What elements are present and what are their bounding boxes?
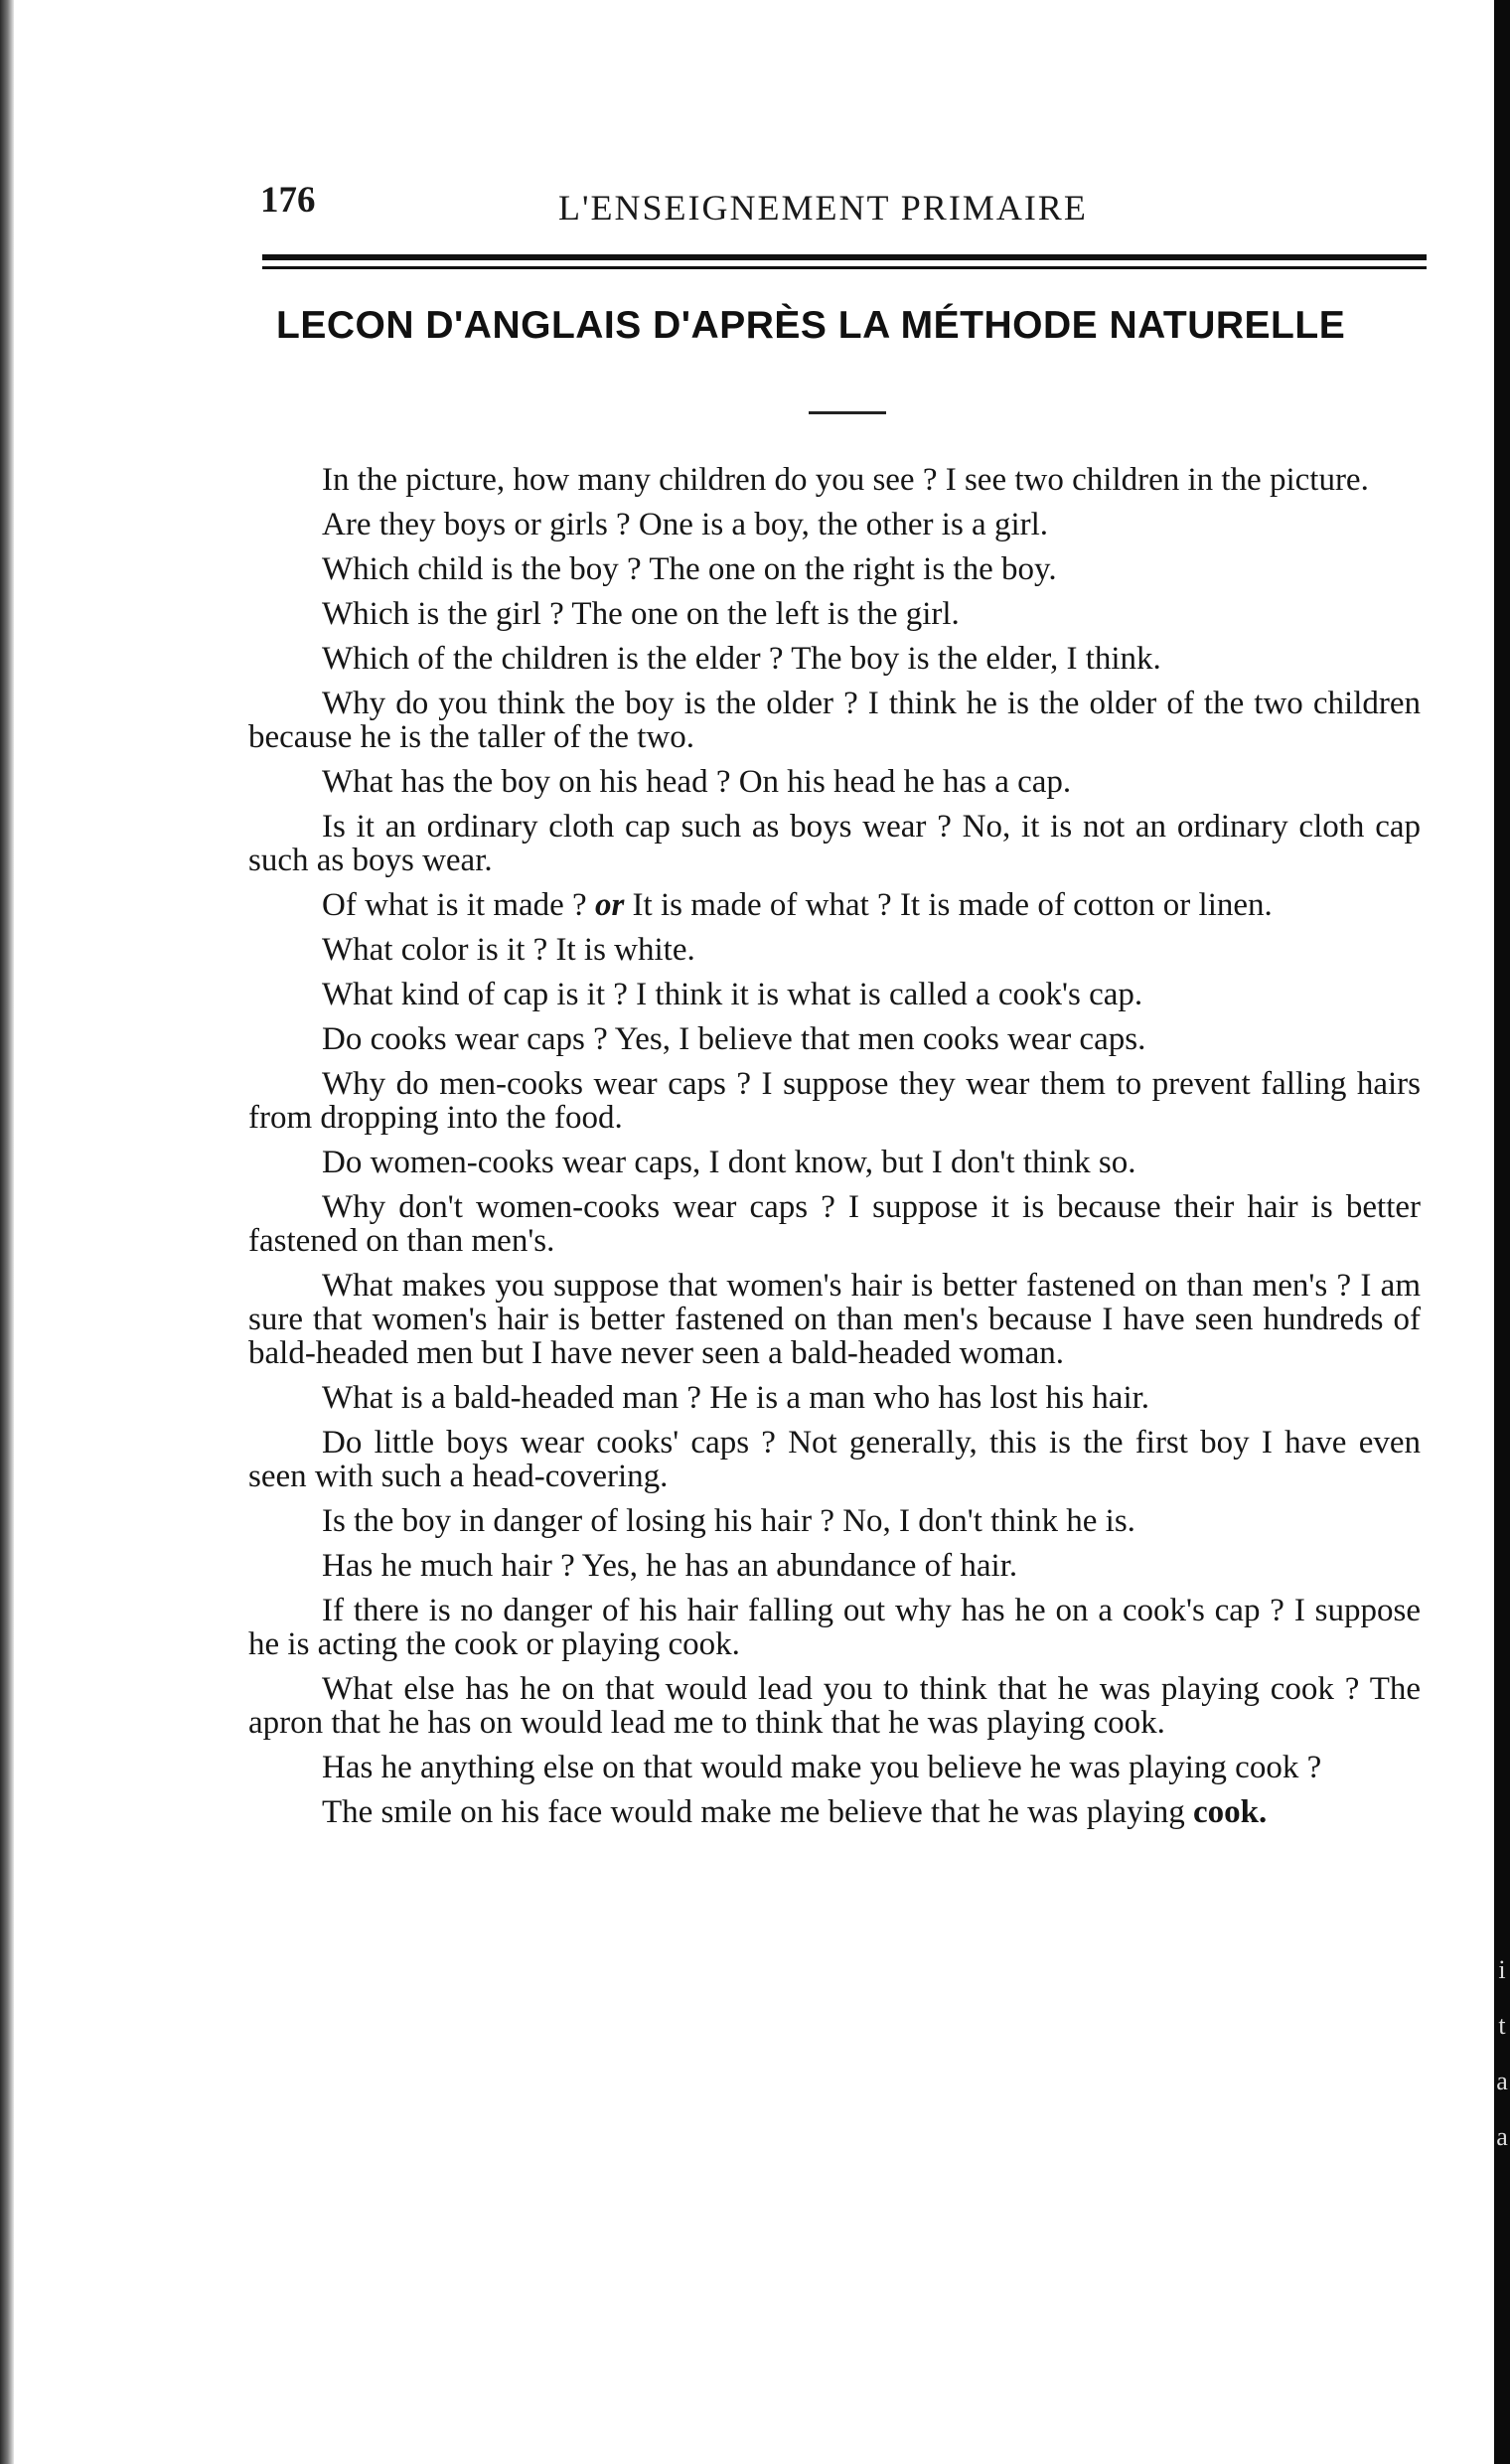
paragraph: If there is no danger of his hair falling out why has he on a cook's cap ? I suppose he is acting the cook or playing cook. bbox=[248, 1593, 1421, 1662]
margin-letter: i bbox=[1498, 1955, 1506, 1984]
paragraph: What color is it ? It is white. bbox=[322, 932, 695, 968]
paragraph: Why do men-cooks wear caps ? I suppose they wear them to prevent falling hairs from dropping into the food. bbox=[248, 1066, 1421, 1136]
final-sentence: The smile on his face would make me believe that he was playing bbox=[322, 1794, 1185, 1830]
paragraph: Is it an ordinary cloth cap such as boys wear ? No, it is not an ordinary cloth cap such as boys wear. bbox=[248, 809, 1421, 878]
paragraph: Why do you think the boy is the older ? I think he is the older of the two children because he is the taller of the two. bbox=[248, 686, 1421, 755]
title-separator bbox=[809, 411, 886, 414]
paragraph: Is the boy in danger of losing his hair ? No, I don't think he is. bbox=[322, 1503, 1135, 1539]
paragraph: What has the boy on his head ? On his head he has a cap. bbox=[322, 764, 1072, 800]
paragraph: In the picture, how many children do you see ? I see two children in the picture. bbox=[322, 462, 1369, 498]
page-header bbox=[260, 179, 1154, 238]
margin-letter: a bbox=[1496, 2067, 1508, 2095]
paragraph: Are they boys or girls ? One is a boy, the other is a girl. bbox=[322, 507, 1049, 542]
margin-letter: t bbox=[1498, 2011, 1506, 2040]
article-body bbox=[248, 463, 1421, 1840]
paragraph: Do little boys wear cooks' caps ? Not generally, this is the first boy I have even seen with such a head-covering. bbox=[248, 1425, 1421, 1494]
paragraph: Which is the girl ? The one on the left is the girl. bbox=[322, 596, 960, 632]
paragraph: Why don't women-cooks wear caps ? I suppose it is because their hair is better fastened on than men's. bbox=[248, 1189, 1421, 1259]
or-connector: or bbox=[594, 887, 625, 923]
paragraph: What kind of cap is it ? I think it is what is called a cook's cap. bbox=[322, 977, 1143, 1012]
header-rule-thin bbox=[262, 266, 1427, 269]
made-of-question: Of what is it made ? bbox=[322, 887, 587, 923]
made-of-answer: It is made of what ? It is made of cotton or linen. bbox=[632, 887, 1273, 923]
running-title: L'ENSEIGNEMENT PRIMAIRE bbox=[558, 188, 1088, 228]
margin-letter: a bbox=[1496, 2122, 1508, 2151]
paragraph: Has he anything else on that would make you believe he was playing cook ? bbox=[322, 1750, 1322, 1785]
paragraph: Which child is the boy ? The one on the right is the boy. bbox=[322, 551, 1057, 587]
paragraph: What makes you suppose that women's hair is better fastened on than men's ? I am sure that women's hair is better fastened on than men's because I have seen hundreds of bald-headed men but I have never seen a bald-headed woman. bbox=[248, 1268, 1421, 1371]
header-rule-thick bbox=[262, 254, 1427, 260]
paragraph: Do women-cooks wear caps, I dont know, but I don't think so. bbox=[322, 1145, 1136, 1180]
paragraph: Has he much hair ? Yes, he has an abundance of hair. bbox=[322, 1548, 1018, 1584]
page-number: 176 bbox=[260, 180, 316, 221]
facing-page-letters bbox=[1494, 1942, 1510, 2165]
paragraph: What is a bald-headed man ? He is a man who has lost his hair. bbox=[322, 1380, 1150, 1416]
final-paragraph bbox=[248, 1795, 1421, 1829]
paragraph: Do cooks wear caps ? Yes, I believe that men cooks wear caps. bbox=[322, 1021, 1146, 1057]
paragraph-made-of bbox=[248, 888, 1421, 922]
binding-shadow bbox=[0, 0, 14, 2464]
paragraph: What else has he on that would lead you to think that he was playing cook ? The apron that he has on would lead me to think that he was playing cook. bbox=[248, 1671, 1421, 1741]
final-word: cook. bbox=[1192, 1794, 1268, 1830]
paragraph: Which of the children is the elder ? The boy is the elder, I think. bbox=[322, 641, 1161, 677]
article-title: LECON D'ANGLAIS D'APRÈS LA MÉTHODE NATURELLE bbox=[276, 304, 1346, 347]
